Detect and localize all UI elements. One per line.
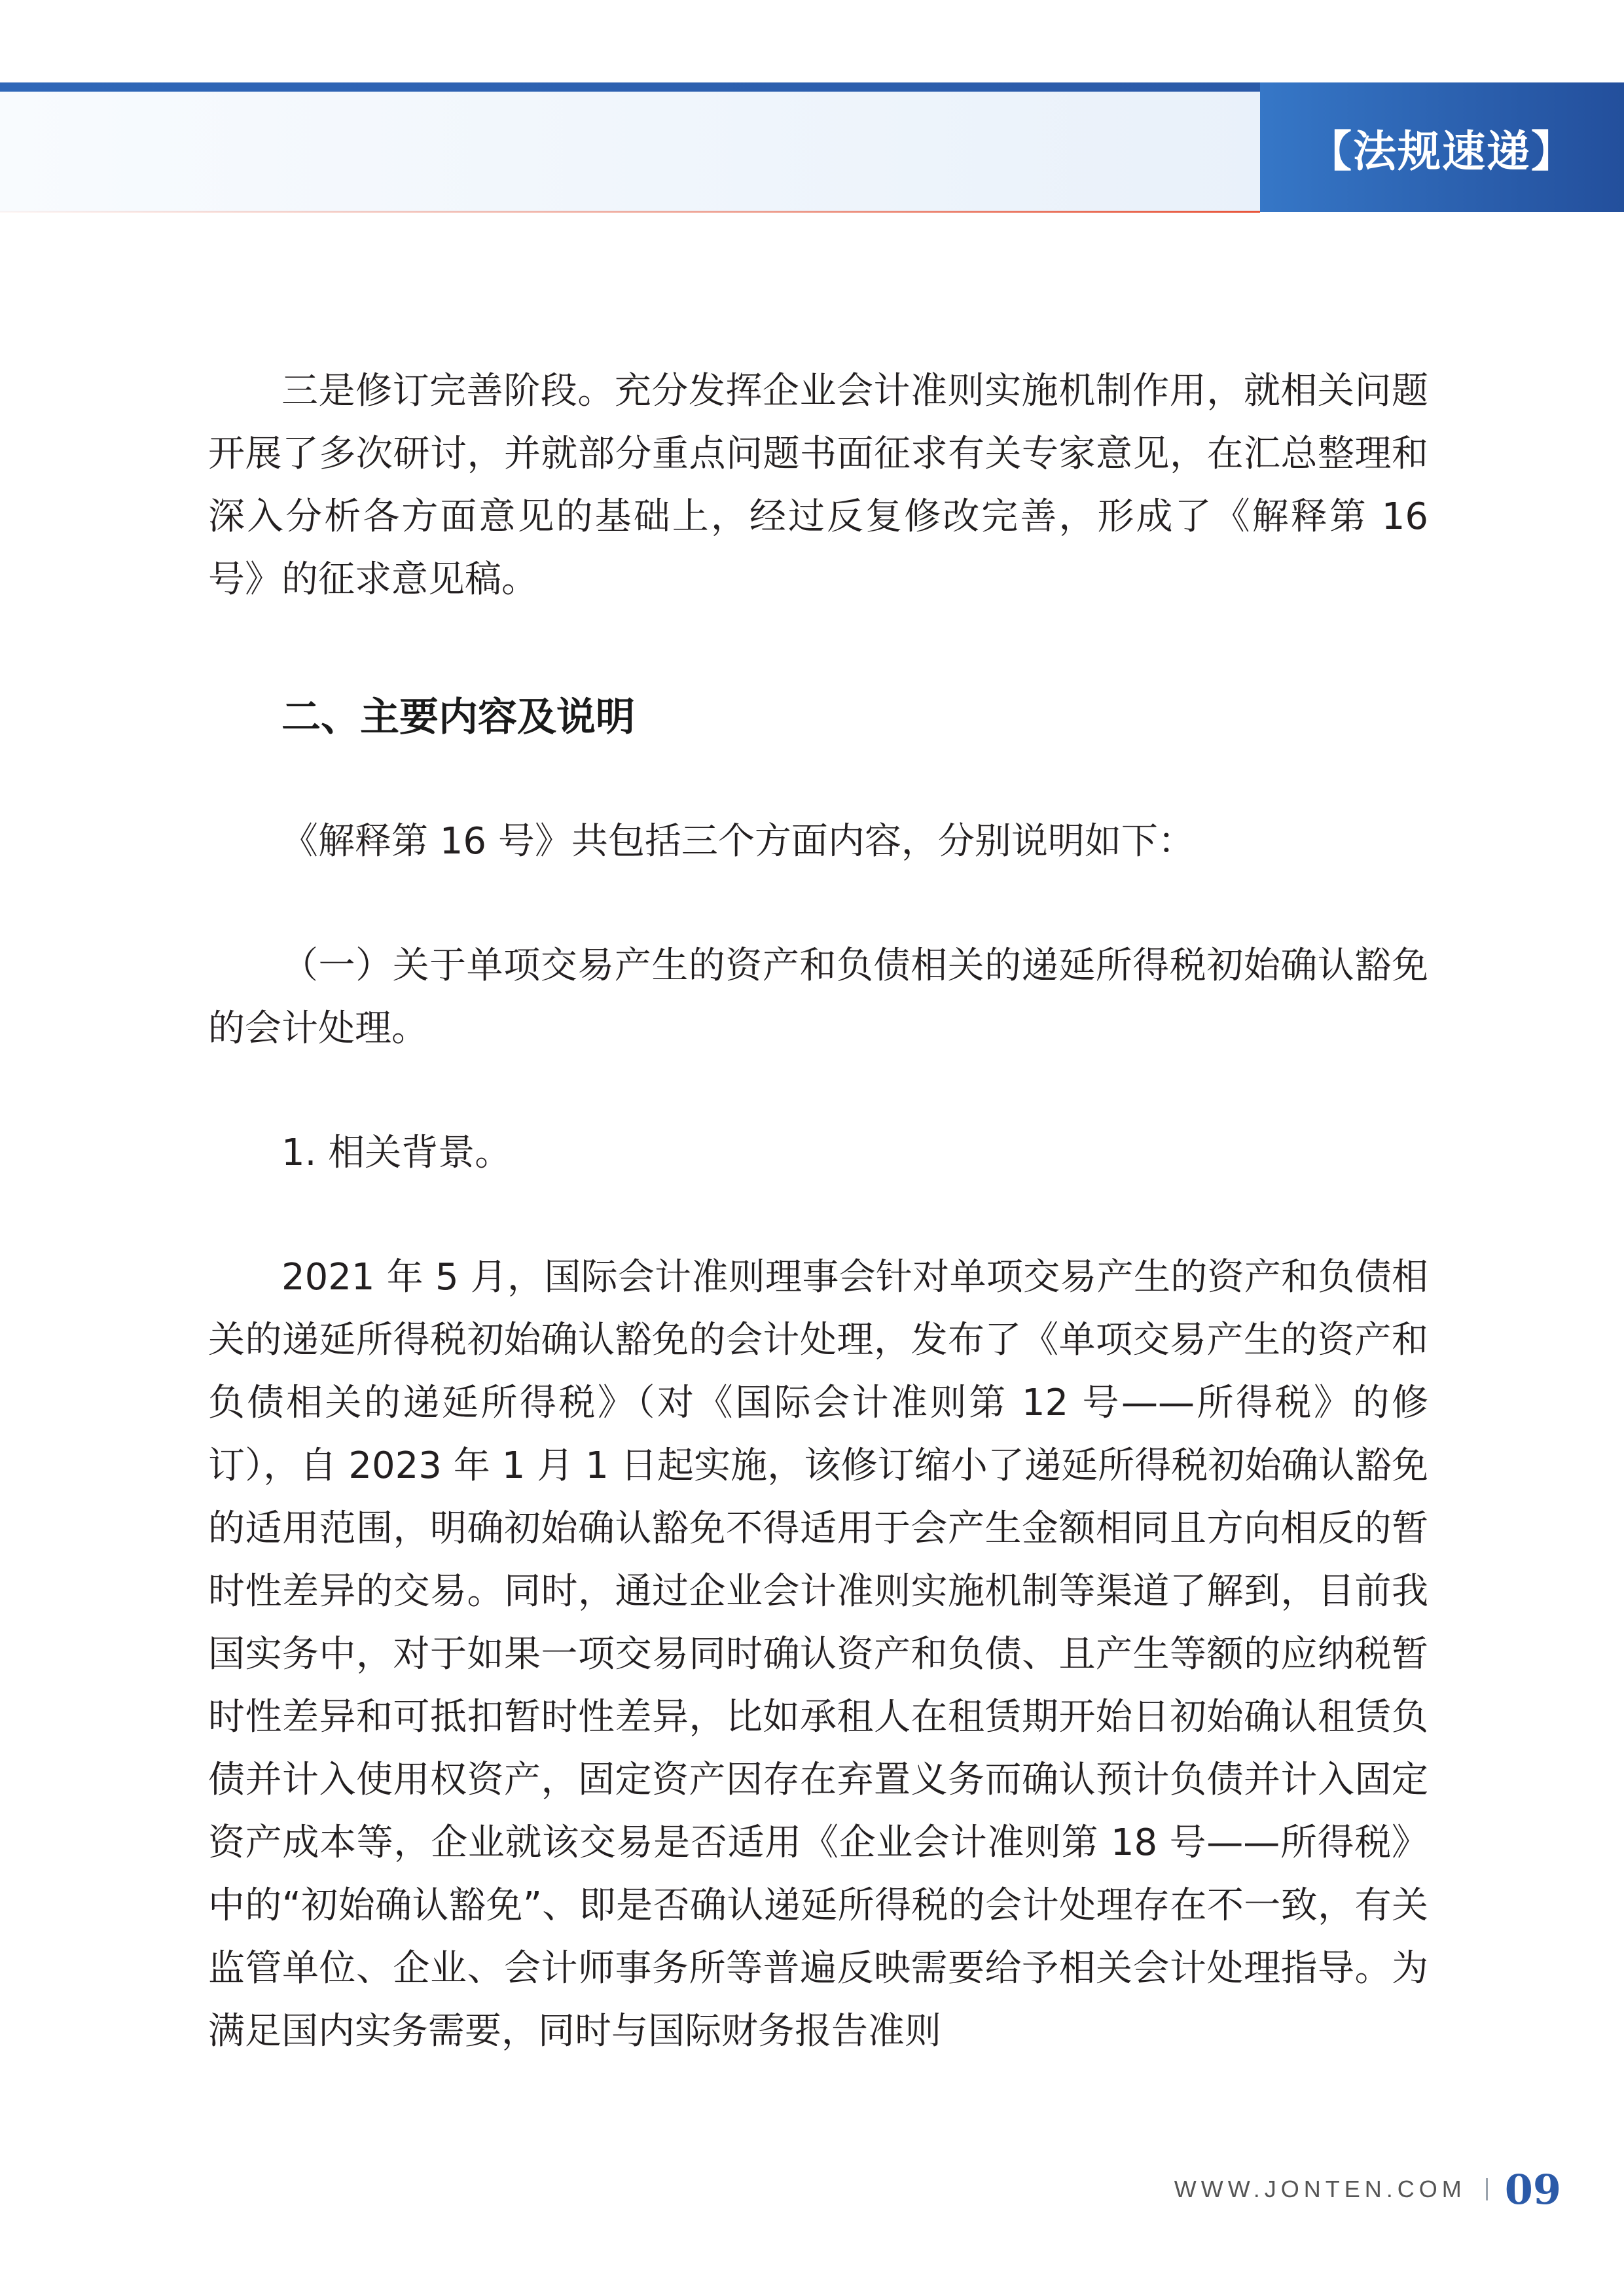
footer-separator: [1486, 2178, 1488, 2200]
header-divider: [0, 211, 1260, 213]
page-number: 09: [1504, 2165, 1561, 2214]
section-tab-label: 【法规速递】: [1308, 125, 1576, 177]
paragraph-background-detail: 2021 年 5 月，国际会计准则理事会针对单项交易产生的资产和负债相关的递延所得税初始确认豁免的会计处理，发布了《单项交易产生的资产和负债相关的递延所得税》（对《国际会计准则第 12 号——所得税》的修订），自 2023 年 1 月 1 日起实施，该修订缩小了递延所得税初始确认豁免的适用范围，明确初始确认豁免不得适用于会产生金额相同且方向相反的暂时性差异的交易。同时，通过企业会计准则实施机制等渠道了解到，目前我国实务中，对于如果一项交易同时确认资产和负债、且产生等额的应纳税暂时性差异和可抵扣暂时性差异，比如承租人在租赁期开始日初始确认租赁负债并计入使用权资产，固定资产因存在弃置义务而确认预计负债并计入固定资产成本等，企业就该交易是否适用《企业会计准则第 18 号——所得税》中的“初始确认豁免”、即是否确认递延所得税的会计处理存在不一致，有关监管单位、企业、会计师事务所等普遍反映需要给予相关会计处理指导。为满足国内实务需要，同时与国际财务报告准则: [208, 1256, 1428, 2053]
header-top-line: [0, 82, 1260, 92]
subheading-item-one: （一）关于单项交易产生的资产和负债相关的递延所得税初始确认豁免的会计处理。: [208, 944, 1428, 1050]
paragraph-overview: 《解释第 16 号》共包括三个方面内容，分别说明如下：: [281, 820, 1195, 863]
header-band: [0, 92, 1260, 212]
page-footer: [1174, 2160, 1561, 2219]
article-body: [208, 360, 1428, 2063]
website-link[interactable]: WWW.JONTEN.COM: [1174, 2176, 1466, 2202]
list-item-background: 1. 相关背景。: [281, 1132, 512, 1174]
paragraph-revision-stage: 三是修订完善阶段。充分发挥企业会计准则实施机制作用，就相关问题开展了多次研讨，并就部分重点问题书面征求有关专家意见，在汇总整理和深入分析各方面意见的基础上，经过反复修改完善，形成了《解释第 16 号》的征求意见稿。: [208, 370, 1428, 601]
section-tab: [1260, 82, 1624, 212]
section-heading-main-content: 二、主要内容及说明: [281, 694, 635, 740]
